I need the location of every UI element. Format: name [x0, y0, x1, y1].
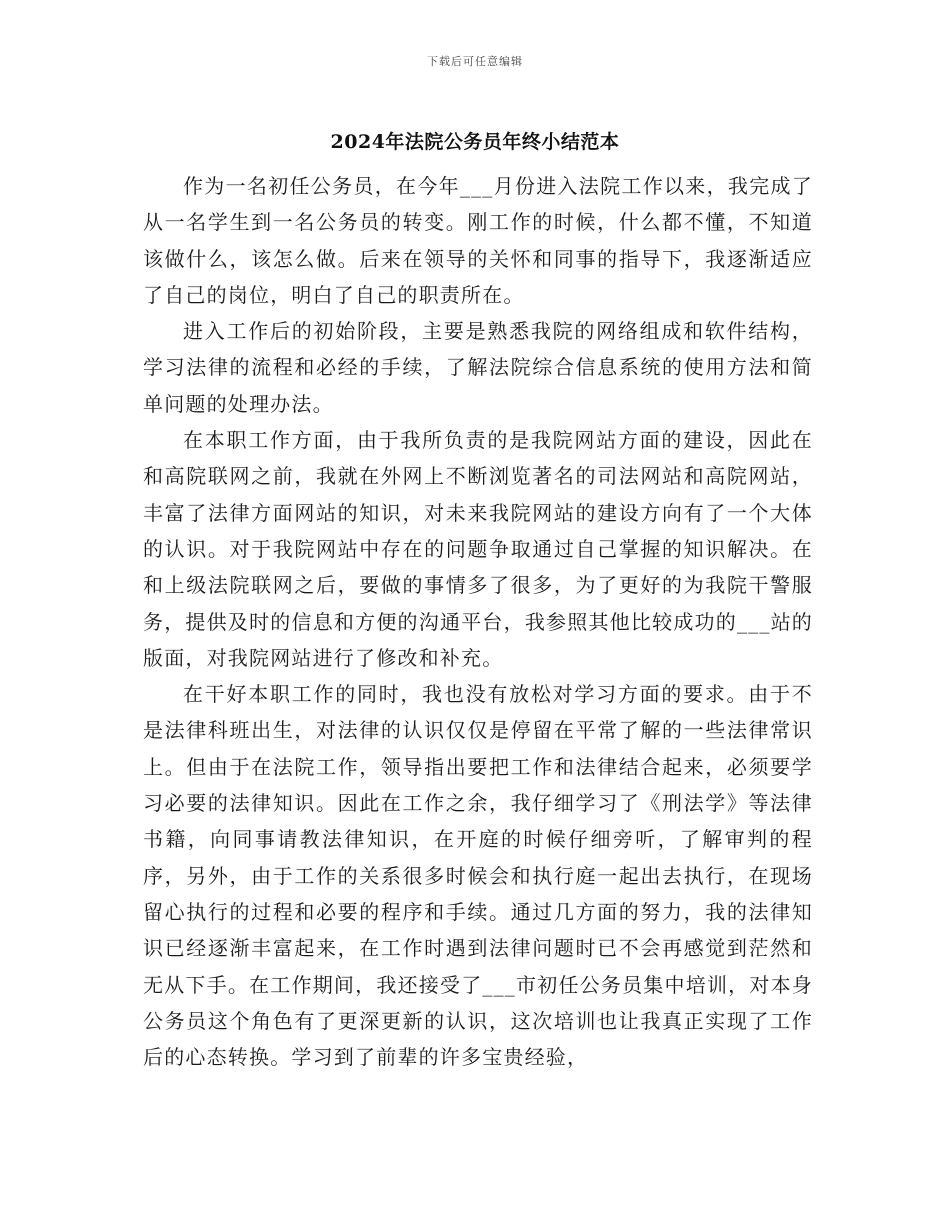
document-title: 2024年法院公务员年终小结范本	[330, 131, 620, 153]
paragraph-3: 在本职工作方面，由于我所负责的是我院网站方面的建设，因此在和高院联网之前，我就在外网上不断浏览著名的司法网站和高院网站，丰富了法律方面网站的知识，对未来我院网站的建设方向有了一个大体的认识。对于我院网站中存在的问题争取通过自己掌握的知识解决。在和上级法院联网之后，要做的事情多了很多，为了更好的为我院干警服务，提供及时的信息和方便的沟通平台，我参照其他比较成功的___站的版面，对我院网站进行了修改和补充。	[143, 428, 813, 670]
paragraph-2: 进入工作后的初始阶段，主要是熟悉我院的网络组成和软件结构，学习法律的流程和必经的手续，了解法院综合信息系统的使用方法和简单问题的处理办法。	[143, 319, 813, 416]
paragraph-4: 在干好本职工作的同时，我也没有放松对学习方面的要求。由于不是法律科班出生，对法律的认识仅仅是停留在平常了解的一些法律常识上。但由于在法院工作，领导指出要把工作和法律结合起来，必须要学习必要的法律知识。因此在工作之余，我仔细学习了《刑法学》等法律书籍，向同事请教法律知识，在开庭的时候仔细旁听，了解审判的程序，另外，由于工作的关系很多时候会和执行庭一起出去执行，在现场留心执行的过程和必要的程序和手续。通过几方面的努力，我的法律知识已经逐渐丰富起来，在工作时遇到法律问题时已不会再感觉到茫然和无从下手。在工作期间，我还接受了___市初任公务员集中培训，对本身公务员这个角色有了更深更新的认识，这次培训也让我真正实现了工作后的心态转换。学习到了前辈的许多宝贵经验，	[143, 682, 813, 1070]
document-body	[143, 168, 813, 1075]
paragraph-1: 作为一名初任公务员，在今年___月份进入法院工作以来，我完成了从一名学生到一名公务员的转变。刚工作的时候，什么都不懂，不知道该做什么，该怎么做。后来在领导的关怀和同事的指导下，我逐渐适应了自己的岗位，明白了自己的职责所在。	[143, 174, 813, 307]
page-header-note: 下载后可任意编辑	[427, 55, 523, 68]
